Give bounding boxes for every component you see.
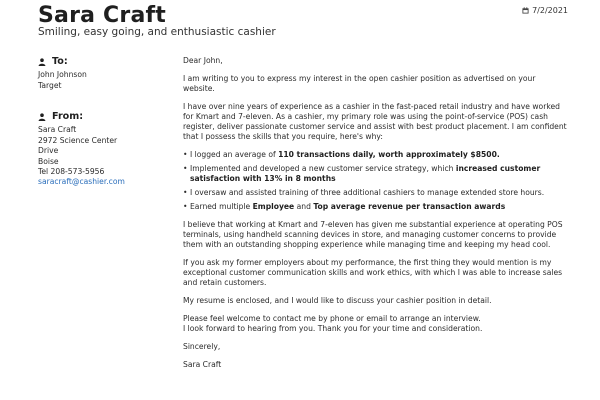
sender-street: 2972 Science Center <box>38 135 118 145</box>
list-item: • Implemented and developed a new customer service strategy, which increased customer satisfaction with 13% in 8 months <box>183 164 568 184</box>
person-icon <box>38 113 46 121</box>
sender-block <box>38 112 163 188</box>
closing: Sincerely, <box>183 342 221 351</box>
list-item: • Earned multiple Employee and Top average revenue per transaction awards <box>183 202 568 212</box>
paragraph-skills: I believe that working at Kmart and 7-eleven has given me substantial experience at operating POS terminals, using handheld scanning devices in store, and managing customer concerns to provide them with an outstanding shopping experience while managing time and keeping my head cool. <box>183 220 563 249</box>
letter-date <box>522 6 568 15</box>
paragraph-experience: I have over nine years of experience as a cashier in the fast-paced retail industry and have worked for Kmart and 7-eleven. As a cashier, my primary role was using the point-of-service (POS) cash register, deliver passionate customer service and assist with best product placement. I am confident that I possess the skills that you require, here's why: <box>183 102 567 141</box>
paragraph-contact <box>183 314 568 334</box>
calendar-icon <box>522 7 529 14</box>
person-icon <box>38 58 46 66</box>
sender-street-cont: Drive <box>38 146 59 156</box>
recipient-heading-text: To: <box>52 56 68 67</box>
paragraph-performance: If you ask my former employers about my performance, the first thing they would mention is my exceptional customer communication skills and work ethics, with which I was able to increase sales and retain customers. <box>183 258 563 287</box>
paragraph-resume: My resume is enclosed, and I would like to discuss your cashier position in detail. <box>183 296 492 305</box>
sender-heading-text: From: <box>52 111 84 122</box>
list-item: • I oversaw and assisted training of three additional cashiers to manage extended store hours. <box>183 188 568 198</box>
recipient-name: John Johnson <box>38 70 87 80</box>
recipient-heading <box>38 57 163 67</box>
sender-email-link[interactable]: saracraft@cashier.com <box>38 177 125 187</box>
applicant-name: Sara Craft <box>38 3 166 28</box>
sender-phone: Tel 208-573-5956 <box>38 167 105 177</box>
letter-body <box>183 56 568 378</box>
recipient-block <box>38 57 163 91</box>
applicant-tagline: Smiling, easy going, and enthusiastic cashier <box>38 26 276 38</box>
sender-city: Boise <box>38 156 59 166</box>
paragraph-intro: I am writing to you to express my interest in the open cashier position as advertised on your website. <box>183 74 536 93</box>
greeting: Dear John, <box>183 56 223 65</box>
list-item: • I logged an average of 110 transactions daily, worth approximately $8500. <box>183 150 568 160</box>
recipient-company: Target <box>38 80 62 90</box>
achievements-list <box>183 150 568 212</box>
signature: Sara Craft <box>183 360 222 369</box>
thanks-line: I look forward to hearing from you. Thank you for your time and consideration. <box>183 324 483 333</box>
sender-heading <box>38 112 163 122</box>
sender-name: Sara Craft <box>38 125 77 135</box>
letter-date-text: 7/2/2021 <box>532 6 568 15</box>
contact-line: Please feel welcome to contact me by phone or email to arrange an interview. <box>183 314 481 323</box>
